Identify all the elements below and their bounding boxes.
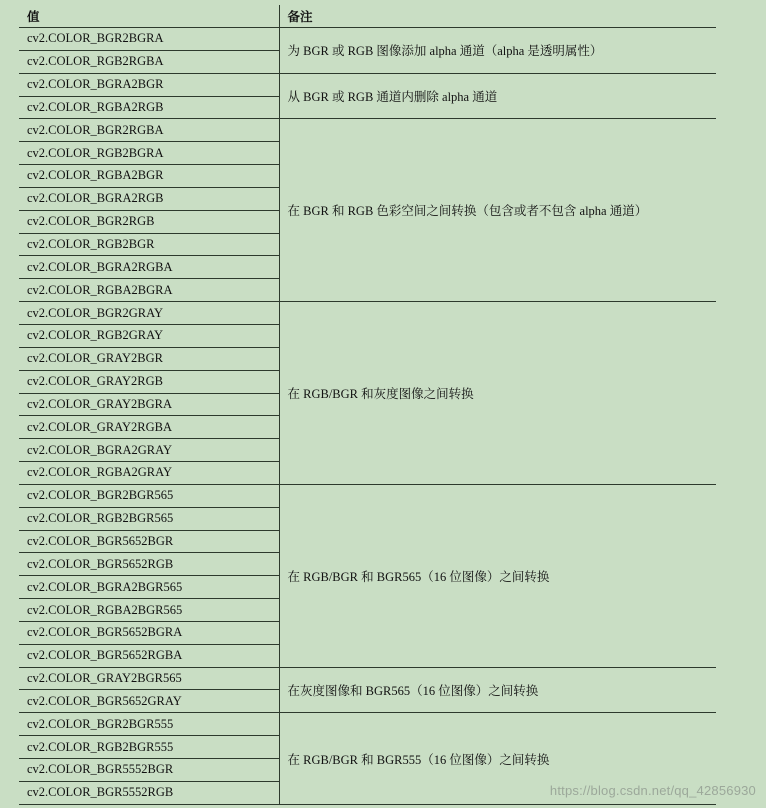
table-row (19, 28, 716, 51)
table-body (19, 28, 716, 805)
color-conversion-table (19, 5, 716, 805)
watermark: https://blog.csdn.net/qq_42856930 (549, 783, 756, 798)
constant-cell: cv2.COLOR_BGR2RGBA (19, 119, 279, 142)
constant-cell: cv2.COLOR_BGRA2RGBA (19, 256, 279, 279)
constant-cell: cv2.COLOR_RGB2BGR (19, 233, 279, 256)
constant-cell: cv2.COLOR_RGB2BGR555 (19, 736, 279, 759)
constant-cell: cv2.COLOR_RGBA2BGR (19, 165, 279, 188)
constant-cell: cv2.COLOR_GRAY2BGRA (19, 393, 279, 416)
table-row (19, 667, 716, 690)
constant-cell: cv2.COLOR_BGRA2BGR (19, 73, 279, 96)
constant-cell: cv2.COLOR_BGR5652GRAY (19, 690, 279, 713)
header-value: 值 (19, 5, 279, 28)
constant-cell: cv2.COLOR_BGR2BGRA (19, 28, 279, 51)
constant-cell: cv2.COLOR_BGR5652RGB (19, 553, 279, 576)
note-cell: 从 BGR 或 RGB 通道内删除 alpha 通道 (279, 73, 716, 119)
constant-cell: cv2.COLOR_BGR5652BGR (19, 530, 279, 553)
constant-cell: cv2.COLOR_BGR2GRAY (19, 302, 279, 325)
table-row (19, 119, 716, 142)
constant-cell: cv2.COLOR_BGR2BGR565 (19, 484, 279, 507)
constant-cell: cv2.COLOR_BGR2BGR555 (19, 713, 279, 736)
constant-cell: cv2.COLOR_BGRA2GRAY (19, 439, 279, 462)
constant-cell: cv2.COLOR_GRAY2BGR565 (19, 667, 279, 690)
constant-cell: cv2.COLOR_RGBA2BGRA (19, 279, 279, 302)
table-row (19, 302, 716, 325)
constant-cell: cv2.COLOR_BGR5652BGRA (19, 621, 279, 644)
constant-cell: cv2.COLOR_BGR2RGB (19, 210, 279, 233)
constant-cell: cv2.COLOR_BGR5552BGR (19, 759, 279, 782)
constant-cell: cv2.COLOR_RGBA2GRAY (19, 462, 279, 485)
constant-cell: cv2.COLOR_GRAY2RGB (19, 370, 279, 393)
constant-cell: cv2.COLOR_RGB2RGBA (19, 50, 279, 73)
note-cell: 为 BGR 或 RGB 图像添加 alpha 通道（alpha 是透明属性） (279, 28, 716, 74)
note-cell: 在 RGB/BGR 和灰度图像之间转换 (279, 302, 716, 485)
table-row (19, 73, 716, 96)
constant-cell: cv2.COLOR_BGRA2RGB (19, 187, 279, 210)
constant-cell: cv2.COLOR_RGB2BGRA (19, 142, 279, 165)
constant-cell: cv2.COLOR_RGB2GRAY (19, 324, 279, 347)
table-header-row (19, 5, 716, 28)
constant-cell: cv2.COLOR_GRAY2RGBA (19, 416, 279, 439)
note-cell: 在灰度图像和 BGR565（16 位图像）之间转换 (279, 667, 716, 713)
note-cell: 在 RGB/BGR 和 BGR565（16 位图像）之间转换 (279, 484, 716, 667)
note-cell: 在 BGR 和 RGB 色彩空间之间转换（包含或者不包含 alpha 通道） (279, 119, 716, 302)
constant-cell: cv2.COLOR_RGBA2RGB (19, 96, 279, 119)
note-cell: 在 RGB/BGR 和 BGR555（16 位图像）之间转换 (279, 713, 716, 804)
constant-cell: cv2.COLOR_BGR5552RGB (19, 781, 279, 804)
header-note: 备注 (279, 5, 716, 28)
constant-cell: cv2.COLOR_BGRA2BGR565 (19, 576, 279, 599)
constant-cell: cv2.COLOR_RGB2BGR565 (19, 507, 279, 530)
constant-cell: cv2.COLOR_BGR5652RGBA (19, 644, 279, 667)
table-row (19, 713, 716, 736)
table-row (19, 484, 716, 507)
constant-cell: cv2.COLOR_GRAY2BGR (19, 347, 279, 370)
constant-cell: cv2.COLOR_RGBA2BGR565 (19, 599, 279, 622)
